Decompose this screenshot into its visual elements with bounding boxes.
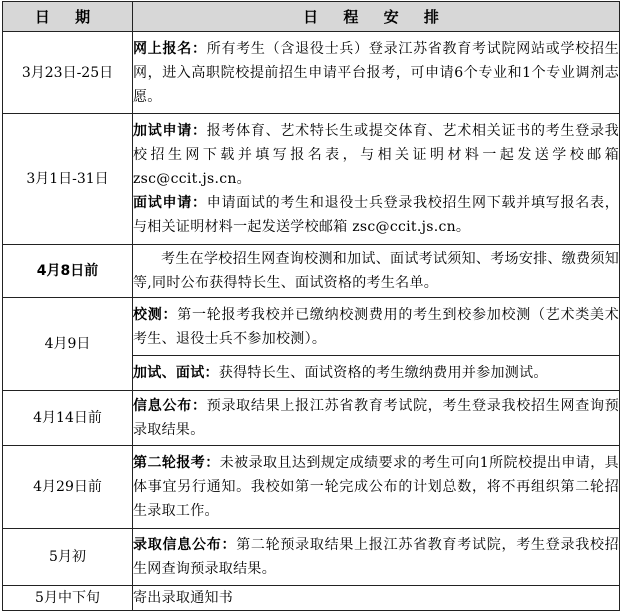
table-row: [3, 32, 620, 114]
row-date: 5月初: [3, 529, 133, 586]
entry-label: 网上报名：: [133, 40, 207, 57]
row-date: 5月中下旬: [3, 586, 133, 611]
schedule-entry: [133, 191, 619, 239]
row-date: 4月14日前: [3, 391, 133, 446]
entry-text: 考生在学校招生网查询校测和加试、面试考试须知、考场安排、缴费须知等,同时公布获得特长生、面试资格的考生名单。: [133, 251, 619, 291]
row-schedule: [133, 356, 620, 391]
schedule-entry: [133, 119, 619, 191]
entry-text: 获得特长生、面试资格的考生缴纳费用并参加测试。: [218, 365, 548, 381]
entry-label: 加试、面试：: [133, 365, 219, 381]
schedule-entry: [133, 37, 619, 109]
table-row: [3, 586, 620, 611]
date-column-header: 日 期: [3, 2, 133, 32]
row-schedule: [133, 529, 620, 586]
row-schedule: [133, 391, 620, 446]
row-date: 4月9日: [3, 298, 133, 391]
entry-text: 预录取结果上报江苏省教育考试院，考生登录我校招生网查询预录取结果。: [133, 398, 619, 438]
entry-text: 第一轮报考我校并已缴纳校测费用的考生到校参加校测（艺术类美术考生、退役士兵不参加校测）。: [133, 306, 620, 347]
schedule-entry: [133, 361, 619, 385]
row-schedule: [133, 32, 620, 114]
entry-text: 申请面试的考生和退役士兵登录我校招生网下载并填写报名表，与相关证明材料一起发送学校邮箱 zsc@ccit.js.cn。: [133, 195, 619, 235]
schedule-column-header: 日 程 安 排: [133, 2, 620, 32]
schedule-entry: [133, 451, 619, 523]
table-row: [3, 245, 620, 298]
table-row: [3, 298, 620, 356]
row-schedule: [133, 114, 620, 245]
entry-label: 加试申请：: [133, 123, 207, 139]
row-schedule: [133, 298, 620, 356]
table-row: [3, 529, 620, 586]
entry-label: 校测：: [133, 306, 178, 323]
row-date: 4月29日前: [3, 446, 133, 529]
schedule-entry: [133, 586, 619, 610]
entry-label: 第二轮报考：: [133, 455, 220, 471]
entry-label: 面试申请：: [133, 195, 207, 211]
row-date: 4月8日前: [3, 245, 133, 298]
schedule-entry: [133, 394, 619, 442]
entry-text: 报考体育、艺术特长生或提交体育、艺术相关证书的考生登录我校招生网下载并填写报名表，与相关证明材料一起发送学校邮箱 zsc@ccit.js.cn。: [133, 123, 619, 187]
row-schedule: [133, 446, 620, 529]
table-header-row: [3, 2, 620, 32]
row-date: 3月23日-25日: [3, 32, 133, 114]
table-row: [3, 391, 620, 446]
row-schedule: [133, 586, 620, 611]
entry-label: 信息公布：: [133, 398, 207, 414]
schedule-entry: [133, 533, 619, 581]
row-date: 3月1日-31日: [3, 114, 133, 245]
entry-text: 第二轮预录取结果上报江苏省教育考试院，考生登录我校招生网查询预录取结果。: [133, 537, 619, 577]
entry-text: 所有考生（含退役士兵）登录江苏省教育考试院网站或学校招生网，进入高职院校提前招生申请平台报考，可申请6个专业和1个专业调剂志愿。: [133, 40, 619, 105]
schedule-entry: [133, 303, 619, 351]
row-schedule: [133, 245, 620, 298]
schedule-table: [2, 1, 620, 611]
entry-text: 未被录取且达到规定成绩要求的考生可向1所院校提出申请，具体事宜另行通知。我校如第一轮完成公布的计划总数，将不再组织第二轮招生录取工作。: [133, 455, 619, 519]
schedule-entry: [133, 247, 619, 295]
table-row: [3, 114, 620, 245]
entry-label: 录取信息公布：: [133, 537, 237, 553]
entry-text: 寄出录取通知书: [133, 590, 234, 606]
table-row: [3, 446, 620, 529]
